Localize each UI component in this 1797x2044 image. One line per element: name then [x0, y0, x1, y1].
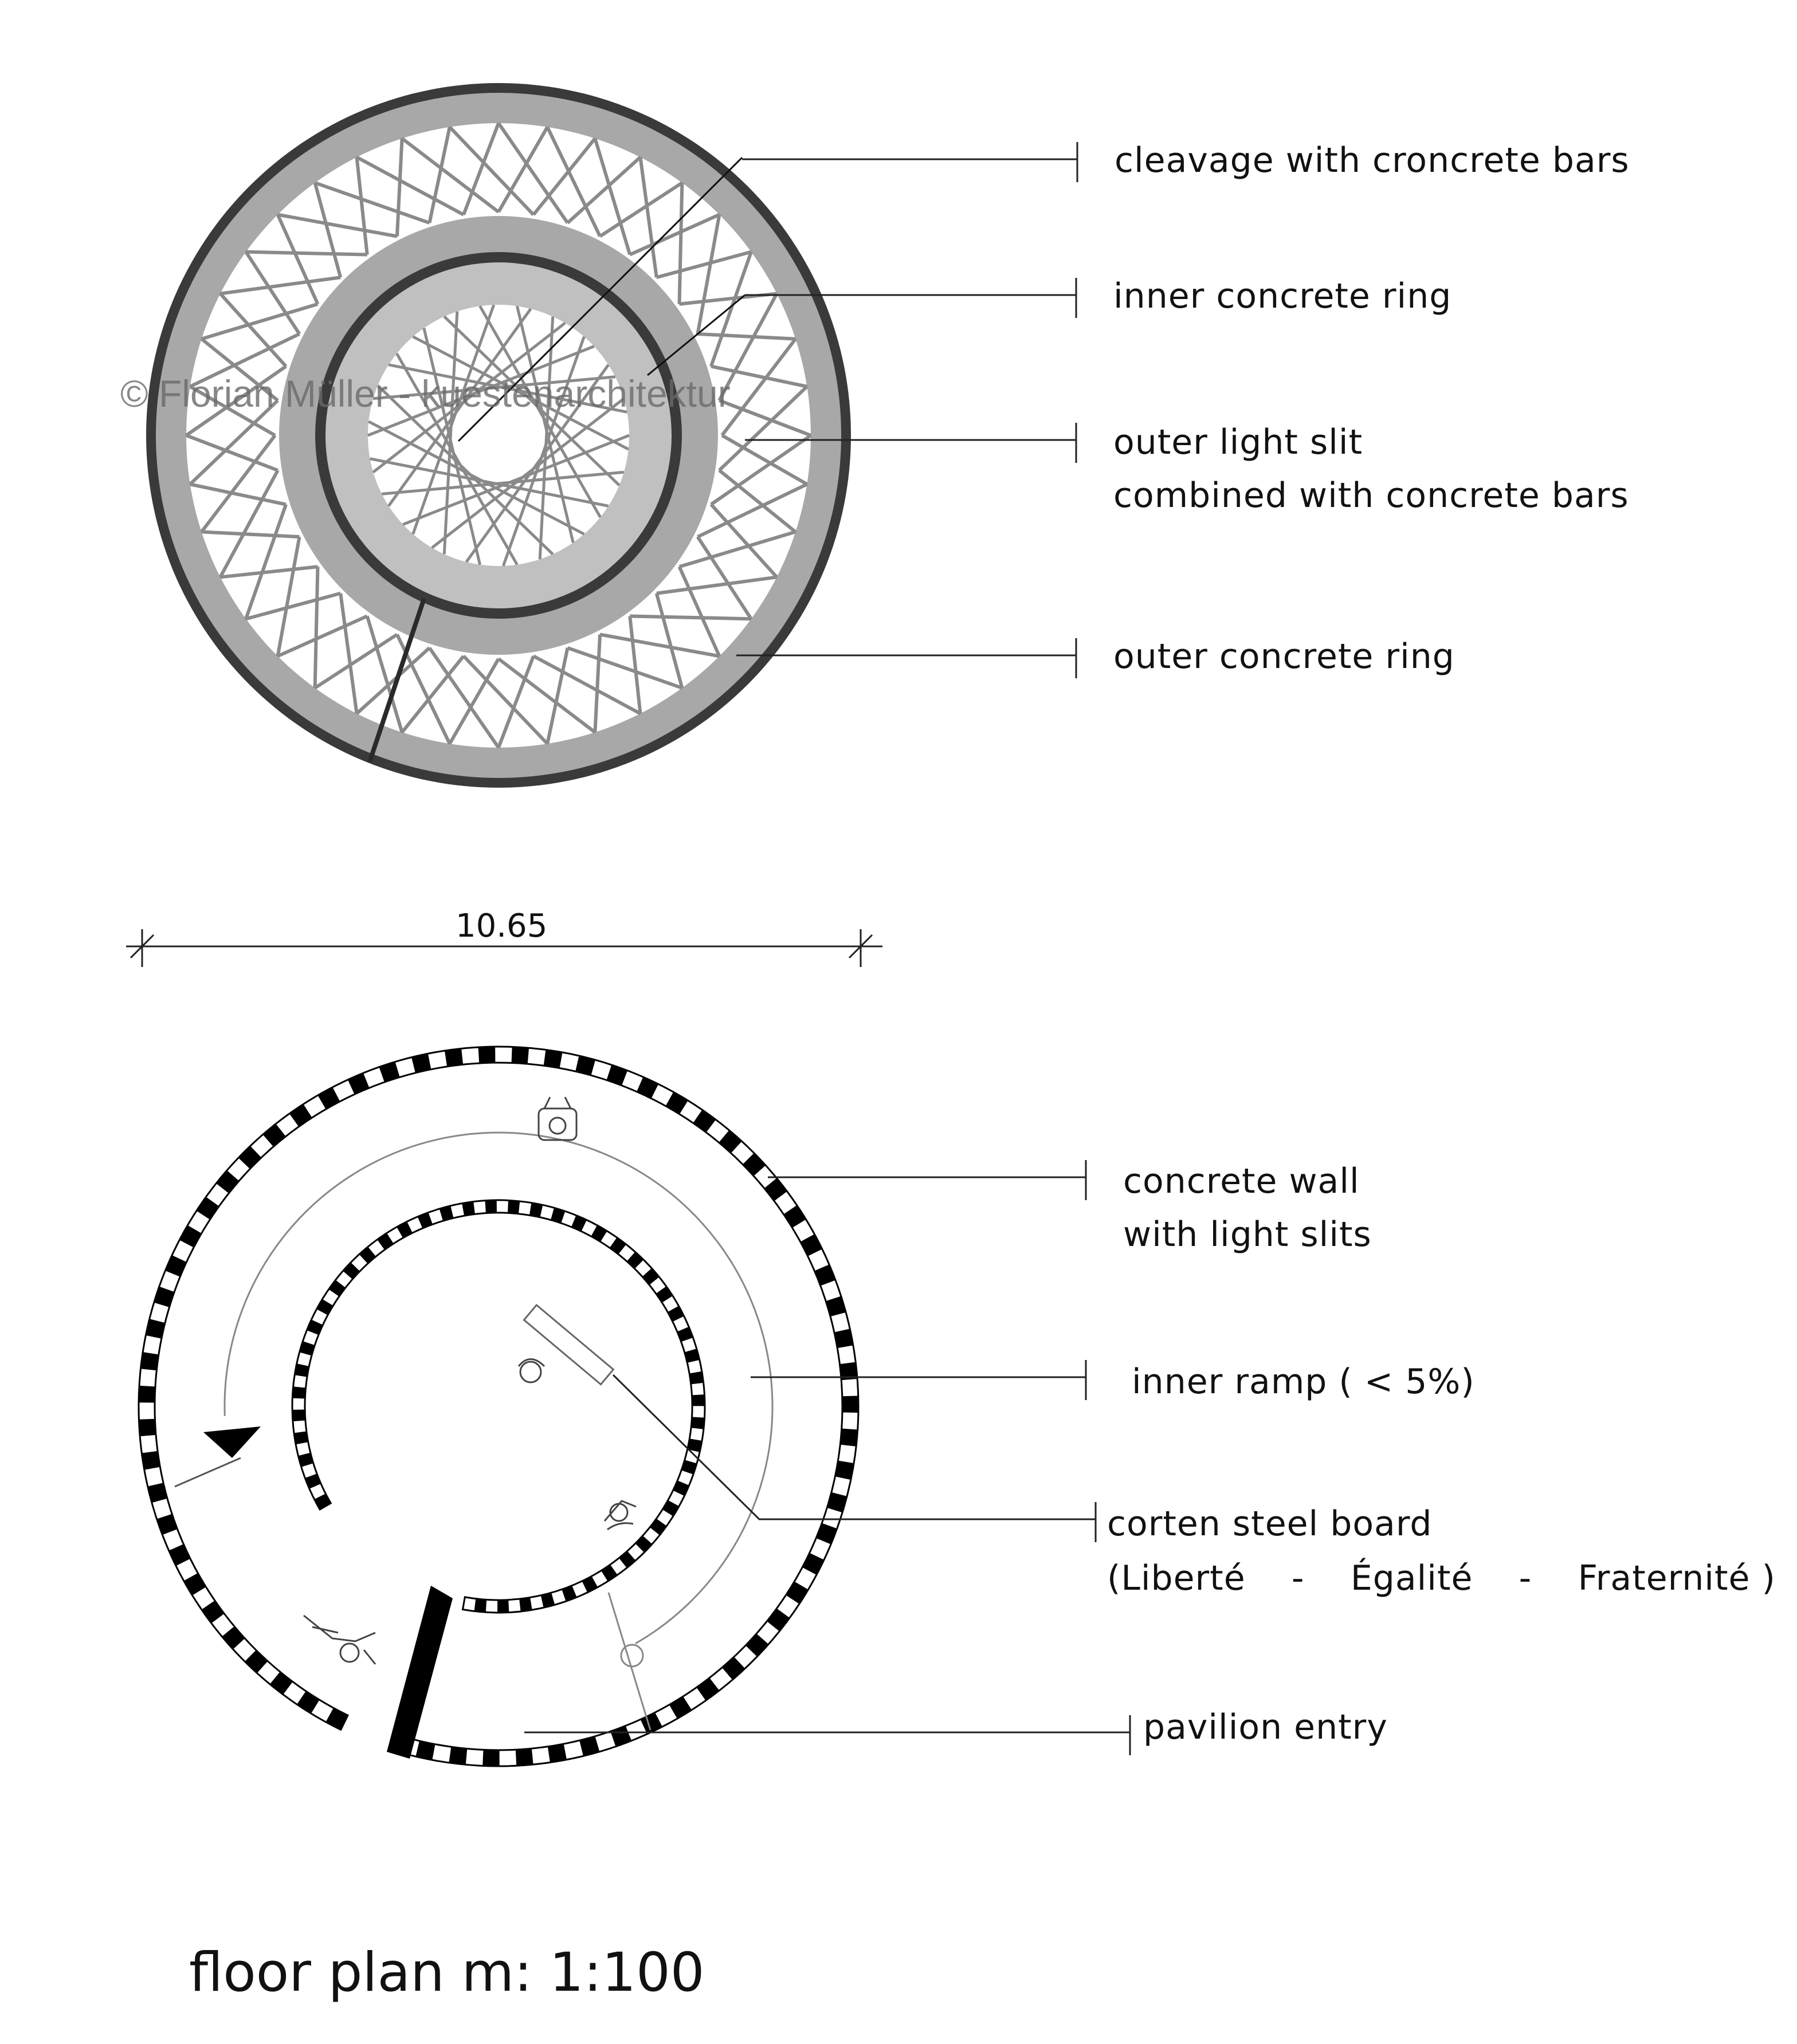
label-wall-2: with light slits: [1123, 1214, 1372, 1255]
label-wall-1: concrete wall: [1123, 1161, 1360, 1201]
watermark-text: © Florian Müller - kuestenarchitektur: [120, 372, 731, 415]
inner-concrete-wall: [292, 1200, 705, 1613]
entry-guide-line: [609, 1593, 650, 1730]
label-board-1: corten steel board: [1107, 1504, 1433, 1544]
label-ramp: inner ramp ( < 5%): [1132, 1362, 1475, 1402]
label-board-2: (Liberté - Égalité - Fraternité ): [1107, 1558, 1776, 1598]
floor-plan: [139, 1047, 858, 1766]
label-entry: pavilion entry: [1143, 1707, 1388, 1747]
ramp-arrow-icon: [203, 1426, 261, 1458]
label-inner-ring: inner concrete ring: [1113, 276, 1452, 316]
entry-wall: [387, 1586, 453, 1759]
label-outer-ring: outer concrete ring: [1113, 636, 1455, 677]
label-light-slit-2: combined with concrete bars: [1113, 475, 1629, 516]
ramp-start-line: [175, 1458, 241, 1487]
person-icon: [519, 1359, 544, 1383]
label-light-slit-1: outer light slit: [1113, 422, 1363, 462]
label-cleavage: cleavage with croncrete bars: [1115, 140, 1630, 180]
dimension-value: 10.65: [456, 907, 548, 945]
corten-steel-board: [524, 1305, 613, 1385]
inner-opening: [368, 305, 629, 566]
person-icon: [304, 1615, 375, 1664]
outer-concrete-wall: [139, 1047, 858, 1766]
person-icon: [605, 1501, 636, 1530]
person-icon: [539, 1097, 576, 1140]
entry-marker-circle: [621, 1645, 643, 1666]
floor-plan-caption: floor plan m: 1:100: [189, 1941, 705, 2004]
roof-plan: [146, 83, 851, 788]
